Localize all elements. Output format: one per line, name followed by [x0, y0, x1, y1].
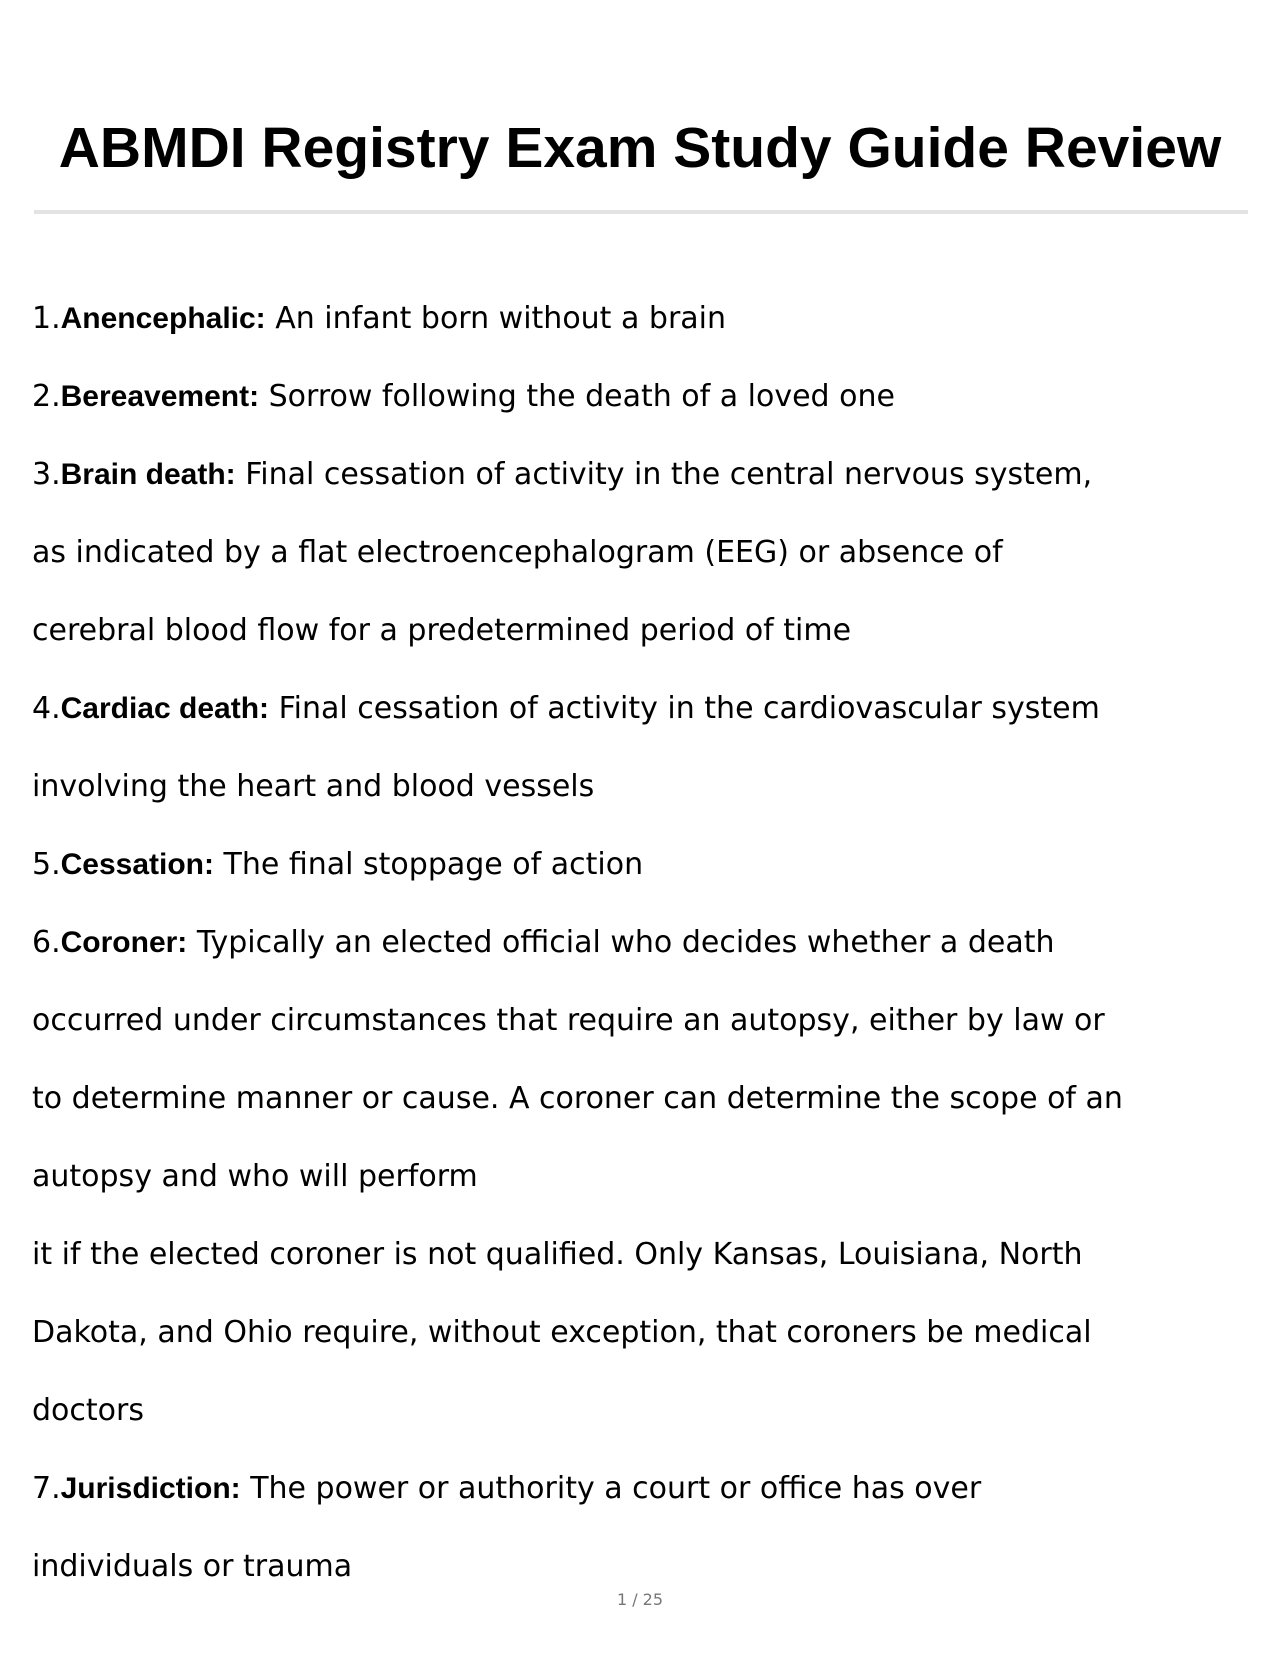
entry-term: Brain death:: [60, 458, 236, 491]
page-number-indicator: 1 / 25: [616, 1590, 664, 1609]
entry-definition: Typically an elected official who decides whether a death: [196, 925, 1055, 960]
entry-definition-continued: cerebral blood flow for a predetermined period of time: [32, 613, 852, 648]
page-title: ABMDI Registry Exam Study Guide Review: [58, 116, 1222, 180]
entry-term: Cessation:: [60, 848, 214, 881]
glossary-list: [32, 280, 1257, 1606]
entry-definition: An infant born without a brain: [275, 301, 727, 336]
glossary-entry-cessation: [32, 826, 1257, 904]
entry-definition-continued: involving the heart and blood vessels: [32, 769, 595, 804]
glossary-entry-bereavement: [32, 358, 1257, 436]
entry-definition: Final cessation of activity in the central nervous system,: [245, 457, 1093, 492]
glossary-entry-brain-death: [32, 436, 1257, 514]
glossary-entry-cardiac-death: [32, 670, 1257, 748]
entry-definition-continued: Dakota, and Ohio require, without exception, that coroners be medical: [32, 1315, 1092, 1350]
entry-term: Anencephalic:: [60, 302, 266, 335]
entry-number: 7.: [32, 1471, 61, 1506]
entry-number: 3.: [32, 457, 61, 492]
glossary-entry-coroner: [32, 904, 1257, 982]
entry-term: Jurisdiction:: [60, 1472, 241, 1505]
entry-definition-continued: to determine manner or cause. A coroner can determine the scope of an: [32, 1081, 1123, 1116]
entry-number: 6.: [32, 925, 61, 960]
entry-term: Bereavement:: [60, 380, 260, 413]
entry-definition-continued: doctors: [32, 1393, 144, 1428]
entry-definition-continued: autopsy and who will perform: [32, 1159, 478, 1194]
entry-term: Cardiac death:: [60, 692, 270, 725]
entry-number: 2.: [32, 379, 61, 414]
entry-definition: Final cessation of activity in the cardiovascular system: [278, 691, 1100, 726]
entry-definition-continued: individuals or trauma: [32, 1549, 353, 1584]
entry-definition-continued: occurred under circumstances that require an autopsy, either by law or: [32, 1003, 1105, 1038]
glossary-entry-jurisdiction: [32, 1450, 1257, 1528]
entry-number: 4.: [32, 691, 61, 726]
entry-number: 5.: [32, 847, 61, 882]
entry-definition-continued: as indicated by a flat electroencephalogram (EEG) or absence of: [32, 535, 1003, 570]
entry-number: 1.: [32, 301, 61, 336]
glossary-entry-anencephalic: [32, 280, 1257, 358]
entry-term: Coroner:: [60, 926, 188, 959]
entry-definition-continued: it if the elected coroner is not qualified. Only Kansas, Louisiana, North: [32, 1237, 1083, 1272]
title-divider: [34, 210, 1248, 214]
entry-definition: Sorrow following the death of a loved one: [268, 379, 895, 414]
entry-definition: The final stoppage of action: [223, 847, 644, 882]
entry-definition: The power or authority a court or office has over: [250, 1471, 982, 1506]
